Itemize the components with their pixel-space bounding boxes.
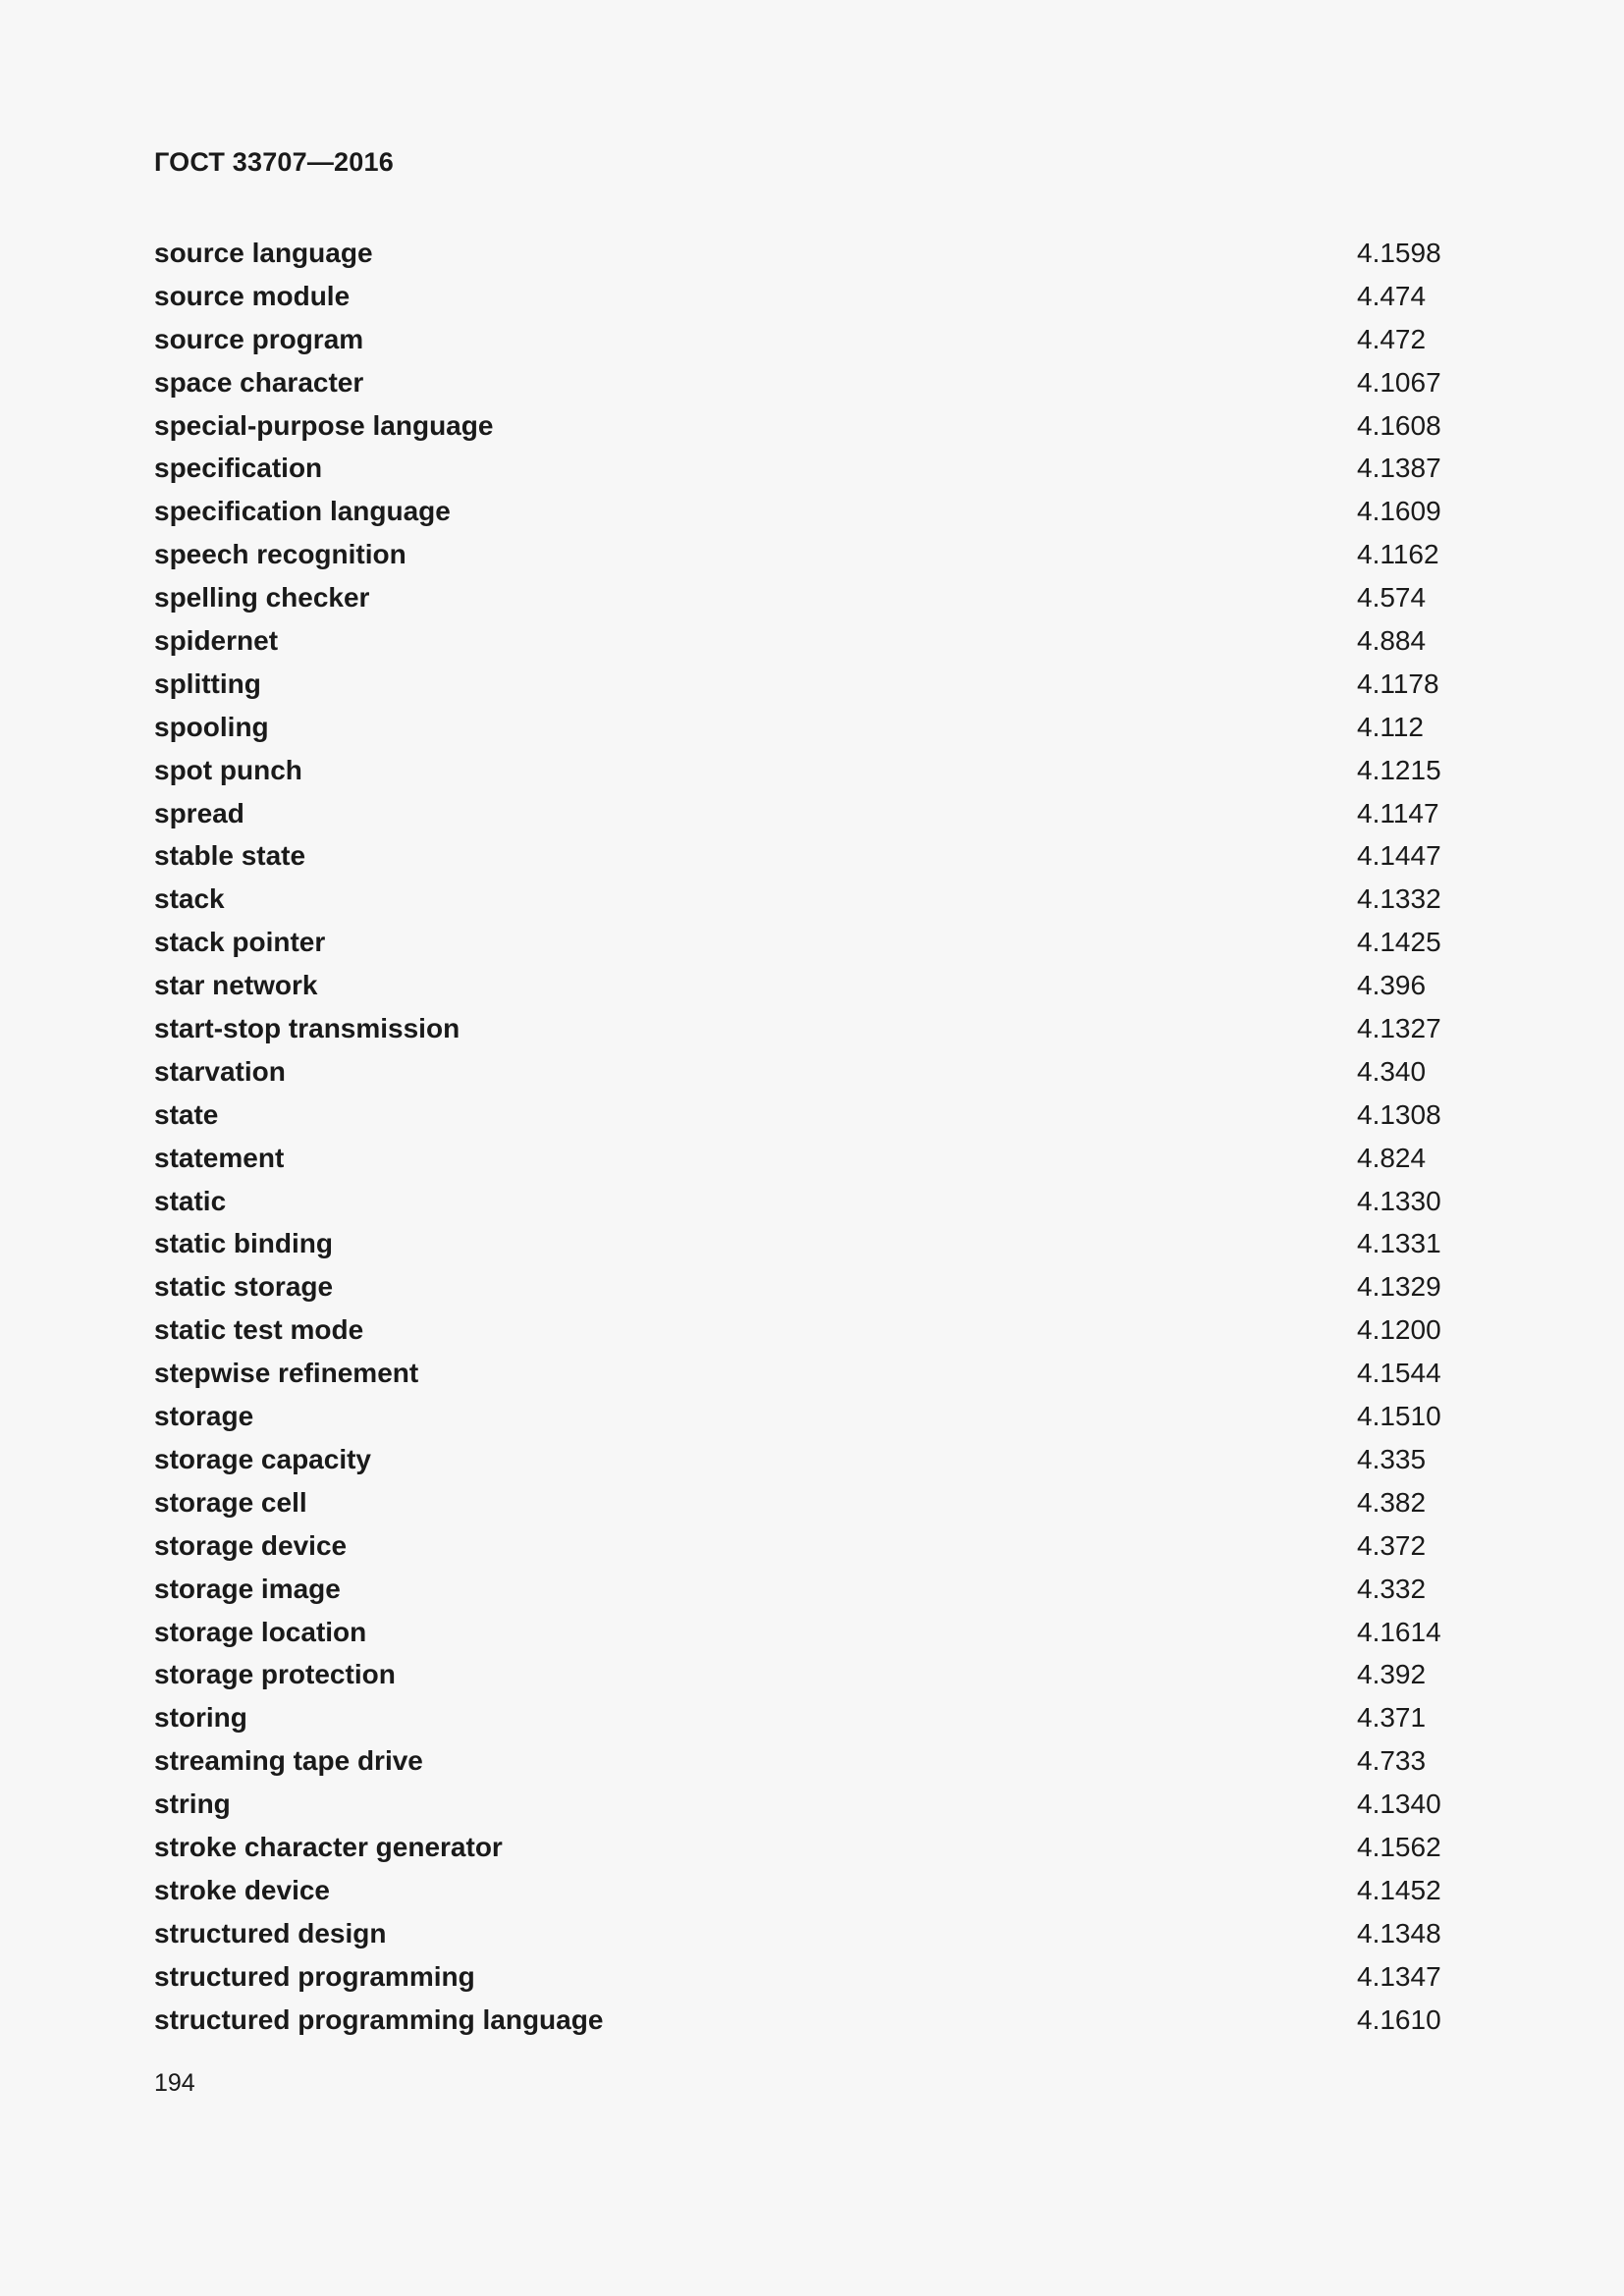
index-reference-number: 4.1447 <box>1357 840 1441 872</box>
index-entry <box>154 1180 1450 1223</box>
index-reference-number: 4.884 <box>1357 625 1427 657</box>
index-term: stroke device <box>154 1874 330 1905</box>
index-term: static test mode <box>154 1314 364 1346</box>
index-term: specification <box>154 453 323 484</box>
index-entry <box>154 533 1450 576</box>
index-reference-number: 4.1332 <box>1357 883 1441 915</box>
index-reference-number: 4.1425 <box>1357 927 1441 958</box>
index-reference-number: 4.382 <box>1357 1486 1427 1518</box>
index-term: stepwise refinement <box>154 1358 419 1389</box>
index-entry <box>154 1869 1450 1912</box>
index-entry <box>154 792 1450 835</box>
index-term: stack pointer <box>154 927 326 958</box>
index-reference-number: 4.372 <box>1357 1529 1427 1561</box>
index-term: speech recognition <box>154 539 406 570</box>
index-entry <box>154 1352 1450 1395</box>
index-entry <box>154 663 1450 706</box>
index-entry <box>154 964 1450 1007</box>
index-term: spidernet <box>154 625 279 657</box>
index-reference-number: 4.1067 <box>1357 366 1441 398</box>
index-entry <box>154 1912 1450 1955</box>
index-term: specification language <box>154 496 451 527</box>
index-entry <box>154 1696 1450 1739</box>
index-reference-number: 4.1340 <box>1357 1789 1441 1820</box>
index-reference-number: 4.335 <box>1357 1443 1427 1474</box>
index-entry <box>154 318 1450 361</box>
index-reference-number: 4.1147 <box>1357 797 1439 828</box>
index-reference-number: 4.1347 <box>1357 1960 1441 1992</box>
index-reference-number: 4.1348 <box>1357 1917 1441 1949</box>
index-entry <box>154 1050 1450 1094</box>
index-entry <box>154 1955 1450 1999</box>
index-term: spot punch <box>154 754 302 785</box>
index-entry <box>154 1094 1450 1137</box>
index-term: static storage <box>154 1271 334 1303</box>
index-term: storage protection <box>154 1659 396 1690</box>
index-term: source module <box>154 280 351 311</box>
index-reference-number: 4.733 <box>1357 1745 1427 1777</box>
index-entry <box>154 404 1450 448</box>
index-entry <box>154 834 1450 878</box>
index-term: spooling <box>154 711 269 742</box>
index-term: storing <box>154 1702 247 1734</box>
index-reference-number: 4.1452 <box>1357 1874 1441 1905</box>
index-reference-number: 4.1598 <box>1357 238 1441 268</box>
index-entry <box>154 1826 1450 1869</box>
index-reference-number: 4.1614 <box>1357 1616 1441 1647</box>
index-term: special-purpose language <box>154 409 494 441</box>
index-entry <box>154 1265 1450 1308</box>
index-term: structured programming <box>154 1960 475 1992</box>
index-reference-number: 4.332 <box>1357 1573 1427 1604</box>
index-term: splitting <box>154 667 261 699</box>
index-term: static binding <box>154 1228 333 1259</box>
index-entry <box>154 1222 1450 1265</box>
index-reference-number: 4.1331 <box>1357 1228 1441 1259</box>
index-term: static <box>154 1185 227 1216</box>
index-term: structured programming language <box>154 2003 604 2035</box>
index-reference-number: 4.396 <box>1357 970 1427 1001</box>
index-term: string <box>154 1789 231 1820</box>
index-entry <box>154 1653 1450 1696</box>
index-entry <box>154 749 1450 792</box>
index-reference-number: 4.1330 <box>1357 1185 1441 1216</box>
page-number: 194 <box>154 2069 195 2097</box>
index-entry <box>154 1611 1450 1654</box>
document-header: ГОСТ 33707—2016 <box>154 147 394 177</box>
index-term: streaming tape drive <box>154 1745 423 1777</box>
index-reference-number: 4.1510 <box>1357 1401 1441 1432</box>
index-reference-number: 4.1178 <box>1357 667 1439 699</box>
index-term: stroke character generator <box>154 1831 503 1862</box>
index-entry <box>154 619 1450 663</box>
index-entry <box>154 361 1450 404</box>
index-reference-number: 4.340 <box>1357 1055 1427 1087</box>
index-reference-number: 4.1215 <box>1357 754 1441 785</box>
index-reference-number: 4.1308 <box>1357 1098 1441 1130</box>
index-entry <box>154 878 1450 921</box>
index-term: stack <box>154 883 225 915</box>
index-entry <box>154 1438 1450 1481</box>
index-entry <box>154 1739 1450 1783</box>
index-entry <box>154 576 1450 619</box>
index-entry <box>154 275 1450 318</box>
index-reference-number: 4.1608 <box>1357 409 1441 441</box>
index-entry <box>154 1395 1450 1438</box>
index-term: storage image <box>154 1573 341 1604</box>
index-reference-number: 4.1562 <box>1357 1831 1441 1862</box>
index-term: storage <box>154 1401 254 1432</box>
index-reference-number: 4.574 <box>1357 582 1427 614</box>
index-term: spelling checker <box>154 582 370 614</box>
index-entry <box>154 1524 1450 1568</box>
index-term: source language <box>154 238 373 268</box>
index-reference-number: 4.112 <box>1357 711 1424 742</box>
index-reference-number: 4.474 <box>1357 280 1427 311</box>
index-term: structured design <box>154 1917 387 1949</box>
index-term: storage location <box>154 1616 367 1647</box>
index-reference-number: 4.1327 <box>1357 1013 1441 1044</box>
index-entry <box>154 921 1450 964</box>
index-entry <box>154 1999 1450 2042</box>
index-entry <box>154 706 1450 749</box>
index-reference-number: 4.1200 <box>1357 1314 1441 1346</box>
index-reference-number: 4.1609 <box>1357 496 1441 527</box>
index-entry <box>154 1568 1450 1611</box>
index-term: space character <box>154 366 364 398</box>
index-term: storage device <box>154 1529 348 1561</box>
index-reference-number: 4.1329 <box>1357 1271 1441 1303</box>
index-reference-number: 4.824 <box>1357 1142 1427 1173</box>
index-entry <box>154 490 1450 533</box>
index-term: statement <box>154 1142 285 1173</box>
index-term: storage cell <box>154 1486 307 1518</box>
index-entry <box>154 447 1450 490</box>
index-entry <box>154 1137 1450 1180</box>
index-entry <box>154 232 1450 275</box>
index-entry <box>154 1481 1450 1524</box>
index-term: state <box>154 1098 219 1130</box>
index-reference-number: 4.1162 <box>1357 539 1439 570</box>
term-index-list <box>154 232 1450 2041</box>
index-term: source program <box>154 323 364 354</box>
index-reference-number: 4.371 <box>1357 1702 1427 1734</box>
index-entry <box>154 1783 1450 1826</box>
index-term: spread <box>154 797 244 828</box>
index-reference-number: 4.1387 <box>1357 453 1441 484</box>
index-reference-number: 4.1544 <box>1357 1358 1441 1389</box>
index-entry <box>154 1308 1450 1352</box>
index-reference-number: 4.392 <box>1357 1659 1427 1690</box>
index-term: start-stop transmission <box>154 1013 460 1044</box>
index-reference-number: 4.1610 <box>1357 2003 1441 2035</box>
index-term: storage capacity <box>154 1443 371 1474</box>
index-term: starvation <box>154 1055 286 1087</box>
index-entry <box>154 1007 1450 1050</box>
index-term: star network <box>154 970 318 1001</box>
index-reference-number: 4.472 <box>1357 323 1427 354</box>
index-term: stable state <box>154 840 306 872</box>
